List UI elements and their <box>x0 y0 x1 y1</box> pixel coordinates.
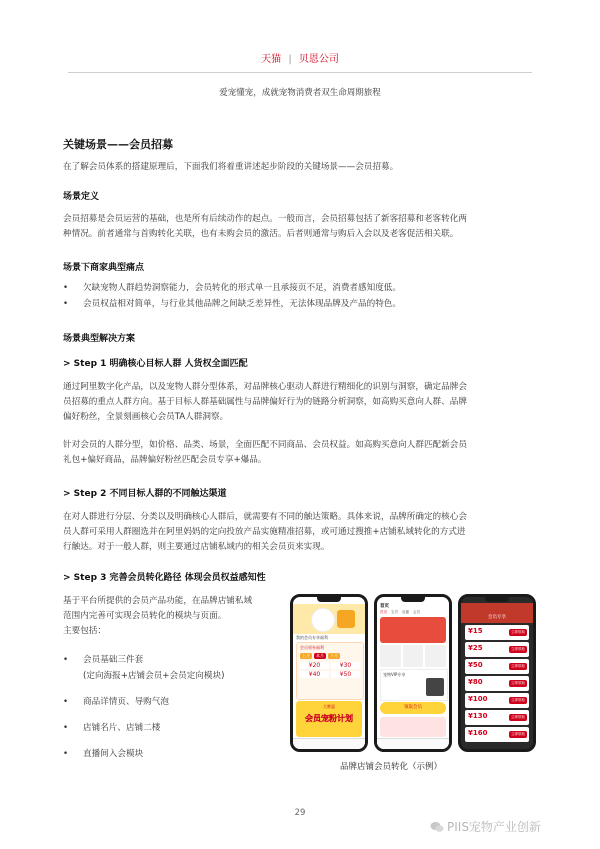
step2-paragraph <box>63 510 539 555</box>
definition-paragraph <box>63 212 539 242</box>
vip-card <box>380 669 448 701</box>
intro-paragraph: 在了解会员体系的搭建原理后，下面我们将着重讲述起步阶段的关键场景——会员招募。 <box>63 162 399 172</box>
phone-notch <box>401 597 425 602</box>
coupon-amount: ¥50 <box>468 661 483 669</box>
coupon-row[interactable] <box>465 693 529 708</box>
bottom-nav-bar <box>293 738 365 749</box>
step3-intro-line: 主要包括： <box>63 626 106 636</box>
step1-paragraph-1 <box>63 380 539 425</box>
step3-item: • 直播间入会模块 <box>63 746 283 762</box>
coupon-amount: ¥80 <box>468 678 483 686</box>
member-plan-banner <box>296 701 362 737</box>
promo-hero <box>293 604 365 634</box>
coupon-panel-label: 会员领券福利 <box>300 645 324 650</box>
coupon-amount[interactable]: ¥50 <box>331 671 360 678</box>
header-brand-tmall: 天猫 <box>261 54 282 65</box>
coupon-panel <box>296 642 364 700</box>
pain-point-item: • 欠缺宠物人群趋势洞察能力，会员转化的形式单一且承接页不足，消费者感知度低。 <box>63 280 539 296</box>
phone-screenshots <box>290 594 538 752</box>
coupon-amount[interactable]: ¥30 <box>331 662 360 669</box>
month-tab[interactable]: 本月 <box>316 653 324 658</box>
pain-point-item: • 会员权益相对简单，与行业其他品牌之间缺乏差异性，无法体现品牌及产品的特色。 <box>63 296 539 312</box>
coupon-amount: ¥15 <box>468 627 483 635</box>
claim-coupon-button[interactable]: 立即领取 <box>511 664 525 668</box>
product-box-icon <box>337 610 355 628</box>
solutions-heading: 场景典型解决方案 <box>63 334 136 344</box>
bottom-nav-bar <box>377 738 449 749</box>
coupon-row[interactable] <box>465 659 529 674</box>
claim-coupon-button[interactable]: 立即领取 <box>511 647 525 651</box>
wechat-icon <box>430 821 444 833</box>
claim-coupon-button[interactable]: 立即领取 <box>511 630 525 634</box>
header-divider <box>68 72 532 73</box>
coupon-amount: ¥100 <box>468 695 488 703</box>
step1-line: 员招募的重点人群方向。基于目标人群基础属性与品牌偏好行为的链路分析洞察，如高购买意向人群、品牌 <box>63 397 467 407</box>
step3-title: > Step 3 完善会员转化路径 体现会员权益感知性 <box>63 573 266 583</box>
product-row <box>380 645 446 667</box>
header-brand-bain: 贝恩公司 <box>298 54 339 65</box>
phone-notch <box>485 597 509 602</box>
dog-image-icon <box>311 608 335 632</box>
product-thumb[interactable] <box>403 645 424 667</box>
definition-heading: 场景定义 <box>63 192 100 202</box>
store-tab[interactable]: 宝贝 <box>391 610 398 614</box>
step2-line: 员人群可采用人群圈选并在阿里妈妈的定向投放产品实施精准招募，或可通过搜推+店铺私域转化的方式进 <box>63 527 466 537</box>
step3-item: • 商品详情页、导购气泡 <box>63 694 283 710</box>
product-thumb[interactable] <box>380 645 401 667</box>
step1-line: 礼包+偏好商品，品牌偏好粉丝匹配会员专享+爆品。 <box>63 455 267 465</box>
figure-caption: 品牌店铺会员转化（示例） <box>340 762 443 772</box>
coupon-amount: ¥130 <box>468 712 488 720</box>
coupon-row[interactable] <box>465 727 529 742</box>
pain-points-list <box>63 280 539 312</box>
watermark <box>430 818 541 835</box>
page-subtitle: 爱宠懂宠，成就宠物消费者双生命周期旅程 <box>219 88 381 98</box>
claim-coupon-button[interactable]: 立即领取 <box>511 715 525 719</box>
step1-line: 通过阿里数字化产品，以及宠物人群分型体系，对品牌核心驱动人群进行精细化的识别与洞察，确定品牌会 <box>63 382 467 392</box>
step2-line: 行触达。对于一般人群，则主要通过店铺私域内的相关会员页来实现。 <box>63 542 330 552</box>
phone-mockup-1 <box>290 594 368 752</box>
store-tab[interactable]: 会员 <box>413 610 420 614</box>
watermark-text: PIIS宠物产业创新 <box>447 820 541 834</box>
coupon-amount: ¥25 <box>468 644 483 652</box>
definition-line: 种情况。前者通常与首购转化关联，也有未购会员的激活。后者则通常与购后入会以及老客促活相关联。 <box>63 229 459 239</box>
coupon-amount[interactable]: ¥40 <box>300 671 329 678</box>
coupon-amount[interactable]: ¥20 <box>300 662 329 669</box>
section-title: 关键场景——会员招募 <box>63 138 173 151</box>
step1-line: 偏好粉丝，全景刻画核心会员TA人群洞察。 <box>63 412 229 422</box>
pain-points-heading: 场景下商家典型痛点 <box>63 263 145 273</box>
member-header-title: 会员专享 <box>488 615 506 620</box>
phone-notch <box>317 597 341 602</box>
step3-item: • 店铺名片、店铺二楼 <box>63 720 283 736</box>
step2-title: > Step 2 不同目标人群的不同触达渠道 <box>63 489 227 499</box>
month-tab[interactable]: 上月 <box>302 653 310 658</box>
claim-coupon-button[interactable]: 立即领取 <box>511 698 525 702</box>
header-separator: | <box>288 54 292 65</box>
claim-coupon-button[interactable]: 立即领取 <box>511 732 525 736</box>
vip-label: 宠物VIP专享 <box>383 672 406 677</box>
step1-title: > Step 1 明确核心目标人群 人货权全面匹配 <box>63 359 248 369</box>
month-tab[interactable]: 下月 <box>330 653 338 658</box>
banner-sub: 大牌惠 <box>323 704 335 709</box>
step3-list <box>63 652 283 762</box>
coupon-row[interactable] <box>465 710 529 725</box>
step3-intro-line: 基于平台所提供的会员产品功能，在品牌店铺私域 <box>63 596 253 606</box>
join-member-button[interactable]: 领取会员 <box>380 702 446 714</box>
step3-item-title: • 会员基础三件套 <box>83 655 144 665</box>
step1-paragraph-2 <box>63 438 539 468</box>
step1-line: 针对会员的人群分型，如价格、品类、场景，全面匹配不同商品、会员权益。如高购买意向人群匹配新会员 <box>63 440 467 450</box>
coupon-row[interactable] <box>465 625 529 640</box>
member-header <box>461 603 533 623</box>
coupon-row[interactable] <box>465 642 529 657</box>
store-hero-banner <box>380 617 446 643</box>
coupon-list <box>465 625 529 744</box>
banner-title: 会员宠粉计划 <box>305 714 353 723</box>
store-tab[interactable]: 直播 <box>402 610 409 614</box>
product-thumb[interactable] <box>425 645 446 667</box>
step3-item-detail: (定向海报+店铺会员+会员定向模块) <box>83 671 225 681</box>
step3-intro <box>63 594 288 639</box>
store-page-title: 首页 <box>380 604 389 609</box>
promo-strip <box>380 717 446 737</box>
store-tab[interactable]: 首页 <box>380 610 387 614</box>
step3-item <box>63 652 283 684</box>
cat-image-icon <box>426 678 444 696</box>
step3-intro-line: 范围内完善可实现会员转化的模块与页面。 <box>63 611 227 621</box>
definition-line: 会员招募是会员运营的基础，也是所有后续动作的起点。一般而言，会员招募包括了新客招募和老客转化两 <box>63 214 467 224</box>
coupon-row[interactable] <box>465 676 529 691</box>
page-number: 29 <box>294 808 306 818</box>
coupon-amount: ¥160 <box>468 729 488 737</box>
step2-line: 在对人群进行分层、分类以及明确核心人群后，就需要有不同的触达策略。具体来说，品牌所确定的核心会 <box>63 512 467 522</box>
page-header <box>0 50 600 65</box>
phone-mockup-3 <box>458 594 536 752</box>
phone-mockup-2 <box>374 594 452 752</box>
member-benefit-text: 我的会员专享福利 <box>296 635 328 640</box>
claim-coupon-button[interactable]: 立即领取 <box>511 681 525 685</box>
